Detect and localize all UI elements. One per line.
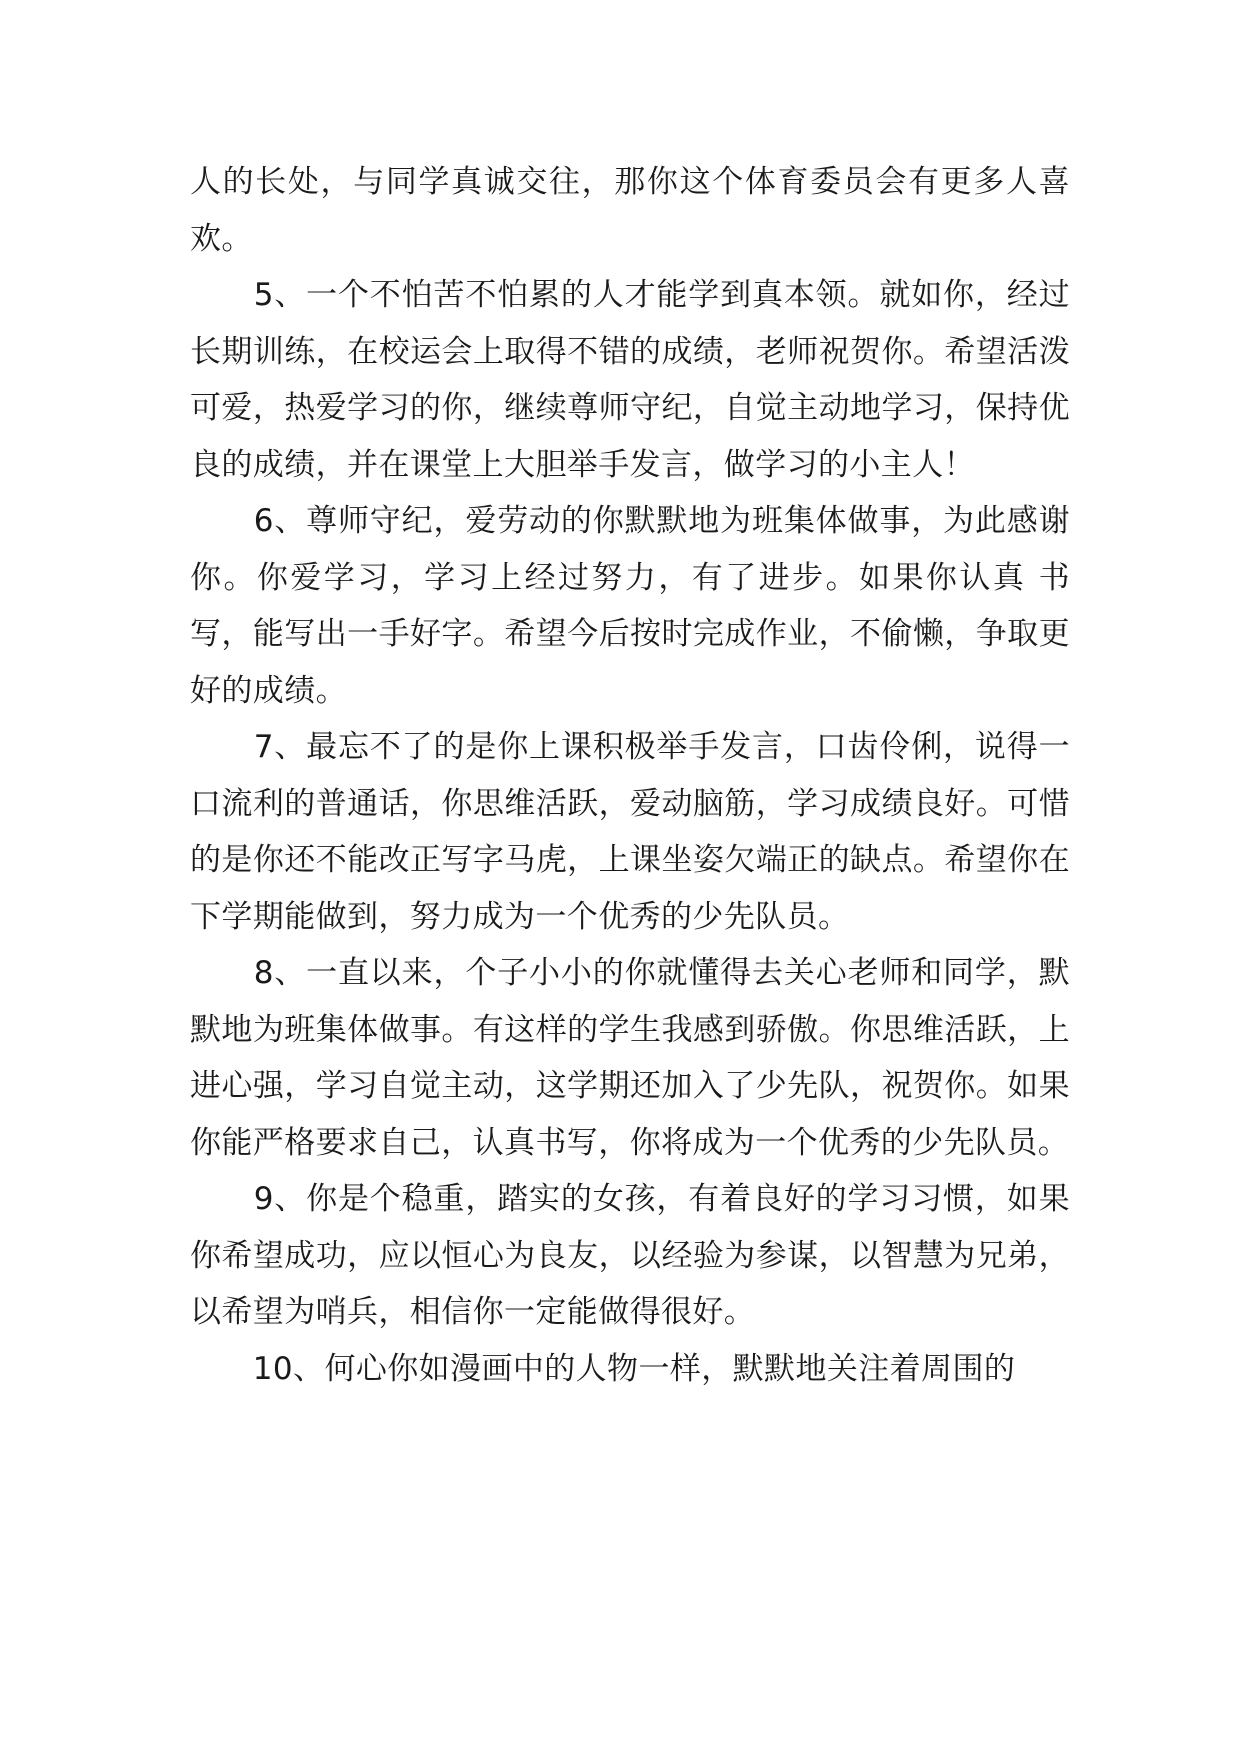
paragraph-item-9: 9、你是个稳重，踏实的女孩，有着良好的学习习惯，如果你希望成功，应以恒心为良友，以经验为参谋，以智慧为兄弟，以希望为哨兵，相信你一定能做得很好。	[190, 1181, 1070, 1330]
paragraph-item-5: 5、一个不怕苦不怕累的人才能学到真本领。就如你，经过长期训练，在校运会上取得不错的成绩，老师祝贺你。希望活泼可爱，热爱学习的你，继续尊师守纪，自觉主动地学习，保持优良的成绩，并在课堂上大胆举手发言，做学习的小主人！	[190, 277, 1070, 483]
document-body	[190, 154, 1070, 1397]
paragraph-item-10: 10、何心你如漫画中的人物一样，默默地关注着周围的	[190, 1350, 1016, 1387]
paragraph-item-6: 6、尊师守纪，爱劳动的你默默地为班集体做事，为此感谢你。你爱学习，学习上经过努力，有了进步。如果你认真 书写，能写出一手好字。希望今后按时完成作业，不偷懒，争取更好的成绩。	[190, 503, 1070, 709]
paragraph-item-8: 8、一直以来，个子小小的你就懂得去关心老师和同学，默默地为班集体做事。有这样的学生我感到骄傲。你思维活跃，上进心强，学习自觉主动，这学期还加入了少先队，祝贺你。如果你能严格要求自己，认真书写，你将成为一个优秀的少先队员。	[190, 955, 1070, 1161]
paragraph-continuation: 人的长处，与同学真诚交往，那你这个体育委员会有更多人喜欢。	[190, 164, 1070, 257]
paragraph-item-7: 7、最忘不了的是你上课积极举手发言，口齿伶俐，说得一口流利的普通话，你思维活跃，爱动脑筋，学习成绩良好。可惜的是你还不能改正写字马虎，上课坐姿欠端正的缺点。希望你在下学期能做到，努力成为一个优秀的少先队员。	[190, 729, 1070, 935]
